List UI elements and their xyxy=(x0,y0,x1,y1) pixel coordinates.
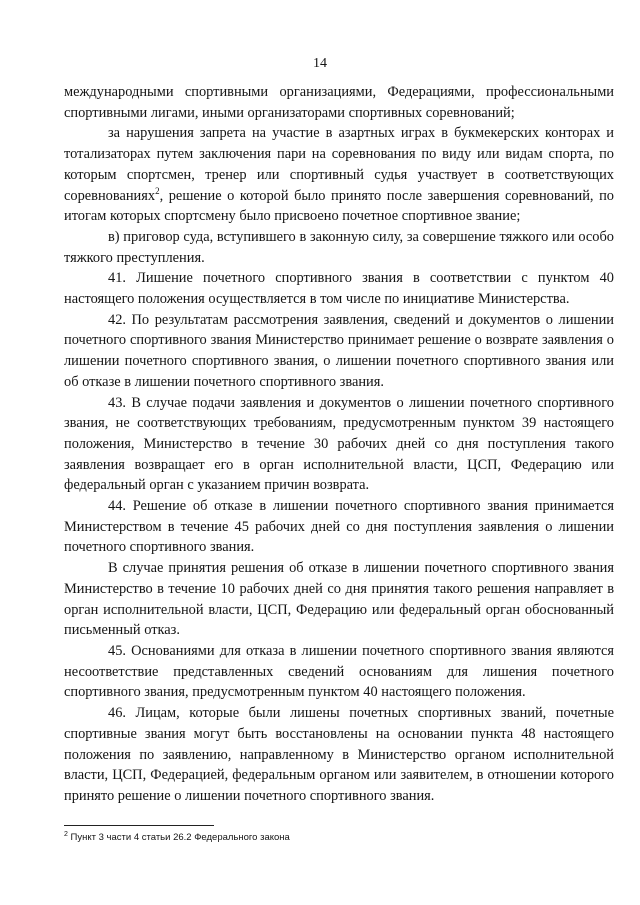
paragraph-court-sentence: в) приговор суда, вступившего в законную силу, за совершение тяжкого или особо тяжкого преступления. xyxy=(64,228,614,266)
paragraph-46: 46. Лицам, которые были лишены почетных спортивных званий, почетные спортивные звания могут быть восстановлены на основании пункта 48 настоящего положения по заявлению, направленному в Министерство органом исполнительной власти, ЦСП, Федерацией, федеральным органом или заявителем, в отношении которого принято решение о лишении почетного спортивного звания. xyxy=(64,705,614,804)
paragraph-41: 41. Лишение почетного спортивного звания в соответствии с пунктом 40 настоящего положения осуществляется в том числе по инициативе Министерства. xyxy=(64,270,614,308)
footnote-reference: 2 xyxy=(155,185,160,196)
paragraph-42: 42. По результатам рассмотрения заявления, сведений и документов о лишении почетного спортивного звания Министерство принимает решение о возврате заявления о лишении почетного спортивного звания, о лишении почетного спортивного звания или об отказе в лишении почетного спортивного звания. xyxy=(64,311,614,390)
footnote-marker: 2 xyxy=(64,830,68,838)
paragraph-betting-violation xyxy=(64,123,614,227)
paragraph-44-refusal: В случае принятия решения об отказе в лишении почетного спортивного звания Министерство в течение 10 рабочих дней со дня принятия такого решения направляет в орган исполнительной власти, ЦСП, Федерацию или федеральный орган обоснованный письменный отказ. xyxy=(64,560,614,639)
footnote xyxy=(64,832,614,844)
paragraph-43: 43. В случае подачи заявления и документов о лишении почетного спортивного звания, не соответствующих требованиям, предусмотренным пунктом 39 настоящего положения, Министерство в течение 30 рабочих дней со дня поступления такого заявления возвращает его в орган исполнительной власти, ЦСП, Федерацию или федеральный орган с указанием причин возврата. xyxy=(64,394,614,494)
paragraph-44: 44. Решение об отказе в лишении почетного спортивного звания принимается Министерством в течение 45 рабочих дней со дня поступления заявления о лишении почетного спортивного звания. xyxy=(64,498,614,556)
document-body xyxy=(64,82,614,807)
page-number: 14 xyxy=(313,56,327,71)
paragraph-text-continued: , решение о которой было принято после завершения соревнований, по итогам которых спортсмену было присвоено почетное спортивное звание; xyxy=(64,187,614,225)
paragraph-45: 45. Основаниями для отказа в лишении почетного спортивного звания являются несоответствие представленных сведений основаниям для лишения почетного спортивного звания, предусмотренным пунктом 40 настоящего положения. xyxy=(64,642,614,701)
paragraph-text: за нарушения запрета на участие в азартных играх в букмекерских конторах и тотализаторах путем заключения пари на соревнования по виду или видам спорта, по которым спортсмен, тренер или спортивный судья участвует в соответствующих соревнованиях xyxy=(64,125,614,204)
footnote-divider xyxy=(64,825,214,826)
paragraph-continuation: международными спортивными организациями, Федерациями, профессиональными спортивными лигами, иными организаторами спортивных соревнований; xyxy=(64,84,614,121)
footnote-text: Пункт 3 части 4 статьи 26.2 Федерального закона xyxy=(67,832,290,843)
